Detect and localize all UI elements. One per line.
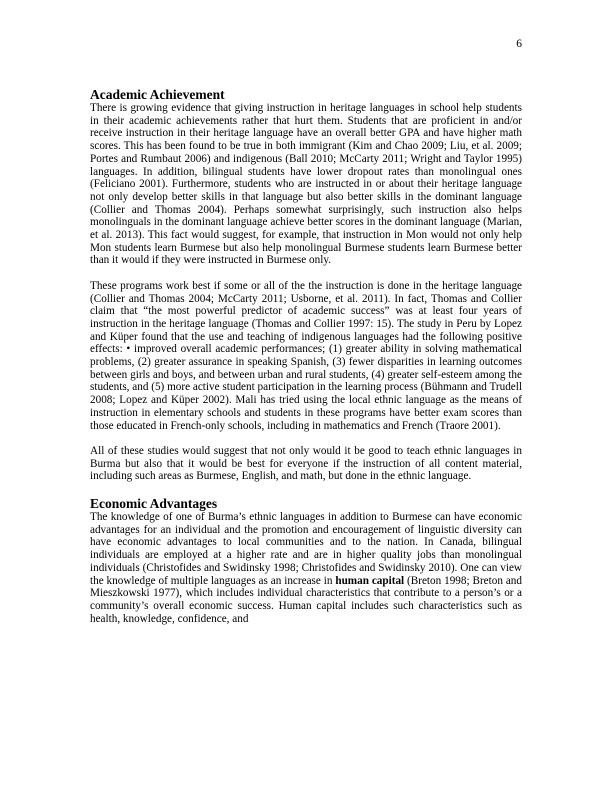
human-capital-term: human capital — [335, 574, 405, 587]
paragraph-spacer — [90, 432, 522, 445]
paragraph-academic-2: These programs work best if some or all of the the instruction is done in the heritage language (Collier and Thomas 2004; McCarty 2011; Usborne, et al. 2011). In fact, Thomas and Collier claim that “the most powerful predictor of academic success” was at least four years of instruction in the heritage language (Thomas and Collier 1997: 15). The study in Peru by Lopez and Küper found that the use and teaching of indigenous languages had the following positive effects: • improved overall academic performances; (1) greater ability in solving mathematical problems, (2) greater assurance in speaking Spanish, (3) fewer disparities in learning outcomes between girls and boys, and between urban and rural students, (4) greater self-esteem among the students, and (5) more active student participation in the learning process (Bühmann and Trudell 2008; Lopez and Küper 2002). Mali has tried using the local ethnic language as the means of instruction in elementary schools and students in these programs have better exam scores than those educated in French-only schools, including in mathematics and French (Traore 2001). — [90, 279, 522, 432]
paragraph-academic-1: There is growing evidence that giving instruction in heritage languages in school help students in their academic achievements rather that hurt them. Students that are proficient in and/or receive instruction in their heritage language have an overall better GPA and have higher math scores. This has been found to be true in both immigrant (Kim and Chao 2009; Liu, et al. 2009; Portes and Rumbaut 2006) and indigenous (Ball 2010; McCarty 2011; Wright and Taylor 1995) languages. In addition, bilingual students have lower dropout rates than monolingual ones (Feliciano 2001). Furthermore, students who are instructed in or about their heritage language not only develop better skills in that language but also better skills in the dominant language (Collier and Thomas 2004). Perhaps somewhat surprisingly, such instruction also helps monolinguals in the dominant language achieve better scores in the dominant language (Marian, et al. 2013). This fact would suggest, for example, that instruction in Mon would not only help Mon students learn Burmese but also help monolingual Burmese students learn Burmese better than it would if they were instructed in Burmese only. — [90, 102, 522, 267]
paragraph-academic-3: All of these studies would suggest that not only would it be good to teach ethnic languages in Burma but also that it would be best for everyone if the instruction of all content material, including such areas as Burmese, English, and math, but done in the ethnic language. — [90, 444, 522, 483]
paragraph-spacer — [90, 267, 522, 280]
section-heading-economic-advantages: Economic Advantages — [90, 496, 218, 512]
paragraph-economic-text-end: (Breton 1998; Breton and Mieszkowski 1977), which includes individual characteristics that contribute to a person’s or a community’s overall economic success. Human capital includes such characteristics such as health, knowledge, confidence, and — [90, 574, 522, 625]
paragraph-economic-1 — [90, 511, 522, 625]
paragraph-economic-text-start: The knowledge of one of Burma’s ethnic languages in addition to Burmese can have economic advantages for an individual and the promotion and encouragement of linguistic diversity can have economic advantages to local communities and to the nation. In Canada, bilingual individuals are employed at a higher rate and are in higher quality jobs than monolingual individuals (Christofides and Swidinsky 1998; Christofides and Swidinsky 2010). One can view the knowledge of multiple languages as an increase in — [90, 511, 522, 587]
document-body — [90, 87, 522, 625]
page-number: 6 — [516, 38, 522, 50]
section-spacer — [90, 483, 522, 496]
section-heading-academic-achievement: Academic Achievement — [90, 87, 225, 102]
